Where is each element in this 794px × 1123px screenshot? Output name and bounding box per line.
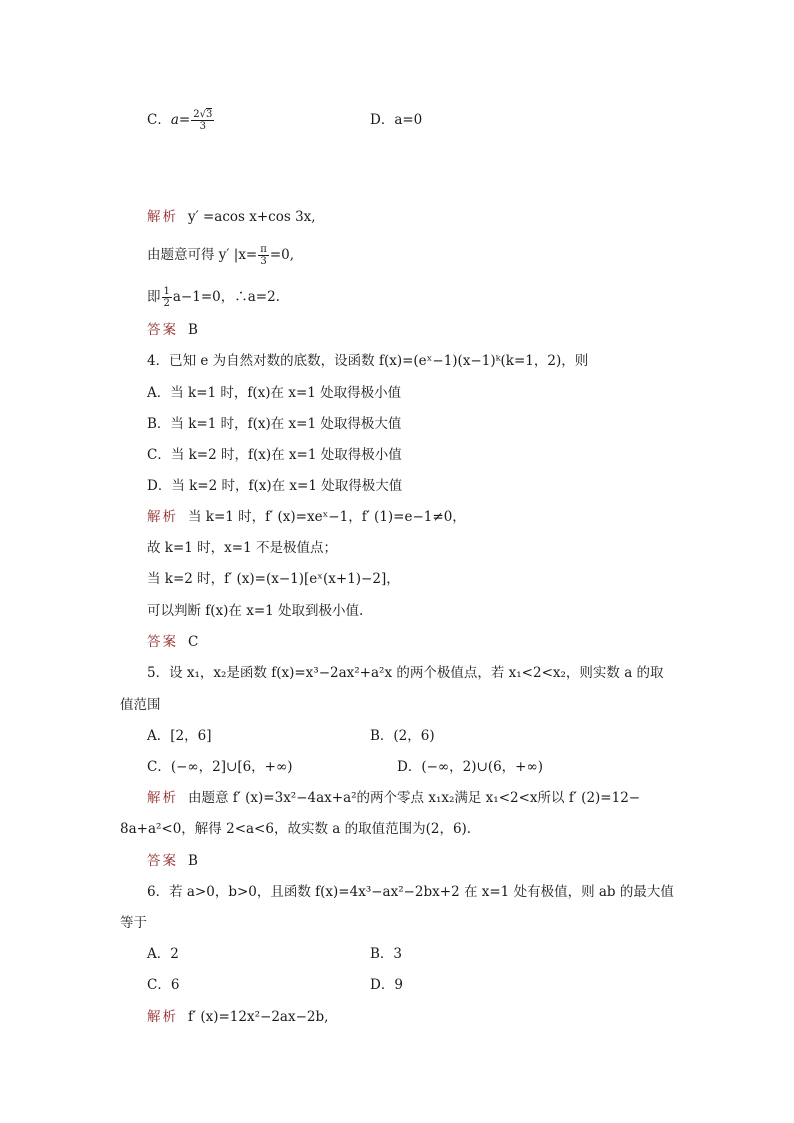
q6-stem-line2: 等于 bbox=[120, 915, 147, 931]
q4-answer-label: 答案 bbox=[147, 634, 178, 650]
q6-option-d: D．9 bbox=[370, 977, 403, 993]
q5-stem-line1: 5．设 x₁，x₂是函数 f(x)=x³−2ax²+a²x 的两个极值点，若 x₁<2<x₂，则实数 a 的取 bbox=[147, 665, 664, 681]
q3-frac-den: 3 bbox=[199, 121, 206, 132]
q3-solution-line3-fraction bbox=[162, 286, 172, 309]
q3-solution-line2 bbox=[147, 244, 294, 267]
q4-option-a: A．当 k=1 时，f(x)在 x=1 处取得极小值 bbox=[147, 385, 402, 401]
q3-solution-line2-post: =0, bbox=[269, 247, 295, 263]
q5-option-a: A．[2，6] bbox=[147, 728, 212, 744]
q4-solution-line1 bbox=[147, 507, 466, 527]
q4-solution-text1: 当 k=1 时，f′ (x)=xeˣ−1，f′ (1)=e−1≠0， bbox=[188, 509, 466, 525]
q4-option-d: D．当 k=2 时，f(x)在 x=1 处取得极大值 bbox=[147, 478, 403, 494]
q3-option-c-prefix: C． bbox=[147, 112, 171, 128]
q3-solution-line1 bbox=[147, 207, 316, 227]
q3-l3-frac-den: 2 bbox=[163, 298, 170, 309]
q3-solution-line2-fraction bbox=[258, 244, 269, 267]
q4-option-c: C．当 k=2 时，f(x)在 x=1 处取得极小值 bbox=[147, 447, 402, 463]
q3-l2-frac-den: 3 bbox=[260, 256, 267, 267]
q3-l2-frac-num: π bbox=[260, 244, 267, 255]
q6-option-b: B．3 bbox=[370, 946, 403, 962]
q3-option-c-var: a bbox=[170, 112, 179, 128]
q5-answer-value: B bbox=[188, 853, 198, 869]
q5-answer-label: 答案 bbox=[147, 853, 178, 869]
q6-option-c: C．6 bbox=[147, 977, 180, 993]
q5-solution-label: 解析 bbox=[147, 790, 178, 806]
q3-option-c-eq: = bbox=[178, 112, 191, 128]
q3-l3-frac-num: 1 bbox=[163, 286, 170, 297]
q5-stem-line2: 值范围 bbox=[120, 697, 161, 713]
q5-solution-text1: 由题意 f′ (x)=3x²−4ax+a²的两个零点 x₁x₂满足 x₁<2<x所以 f′ (2)=12− bbox=[188, 790, 641, 806]
q5-option-c: C．(−∞，2]∪[6，+∞) bbox=[147, 759, 293, 775]
q5-option-d: D．(−∞，2)∪(6，+∞) bbox=[397, 759, 543, 775]
q5-option-b: B．(2，6) bbox=[370, 728, 435, 744]
q3-solution-text1: y′ =acos x+cos 3x, bbox=[188, 209, 316, 225]
q3-option-d: D．a=0 bbox=[370, 112, 423, 128]
q4-solution-label: 解析 bbox=[147, 509, 178, 525]
q3-solution-label: 解析 bbox=[147, 209, 178, 225]
q3-option-c-fraction: $\frac{2√3}{3}$ bbox=[193, 109, 213, 132]
q4-option-b: B．当 k=1 时，f(x)在 x=1 处取得极大值 bbox=[147, 416, 402, 432]
q4-solution-line3: 当 k=2 时，f′ (x)=(x−1)[eˣ(x+1)−2]， bbox=[147, 571, 400, 587]
q4-solution-line2: 故 k=1 时，x=1 不是极值点； bbox=[147, 540, 337, 556]
q3-frac-coef: 2 bbox=[193, 109, 200, 120]
q3-solution-line3 bbox=[147, 286, 280, 309]
q5-solution-line2: 8a+a²<0，解得 2<a<6，故实数 a 的取值范围为(2，6). bbox=[120, 821, 472, 837]
q3-solution-line2-pre: 由题意可得 y′ |x= bbox=[147, 247, 258, 263]
q4-solution-line4: 可以判断 f(x)在 x=1 处取到极小值. bbox=[147, 603, 364, 619]
q6-solution-label: 解析 bbox=[147, 1009, 178, 1025]
q6-stem-line1: 6．若 a>0，b>0，且函数 f(x)=4x³−ax²−2bx+2 在 x=1 处有极值，则 ab 的最大值 bbox=[147, 884, 674, 900]
q4-answer-value: C bbox=[188, 634, 199, 650]
q5-solution-line1 bbox=[147, 788, 640, 808]
q3-answer bbox=[147, 320, 198, 340]
q6-solution-text1: f′ (x)=12x²−2ax−2b, bbox=[188, 1009, 329, 1025]
q6-solution-line1 bbox=[147, 1007, 328, 1027]
q3-answer-label: 答案 bbox=[147, 322, 178, 338]
q4-stem: 4．已知 e 为自然对数的底数，设函数 f(x)=(eˣ−1)(x−1)ᵏ(k=1，2)，则 bbox=[147, 353, 589, 369]
q5-answer bbox=[147, 851, 198, 871]
q3-answer-value: B bbox=[188, 322, 198, 338]
q3-option-c bbox=[147, 109, 215, 132]
q3-solution-line3-post: a−1=0，∴a=2. bbox=[172, 289, 280, 305]
q6-option-a: A．2 bbox=[147, 946, 179, 962]
q4-answer bbox=[147, 632, 198, 652]
q3-solution-line3-pre: 即 bbox=[147, 289, 161, 305]
q3-frac-radicand: 3 bbox=[205, 109, 213, 120]
